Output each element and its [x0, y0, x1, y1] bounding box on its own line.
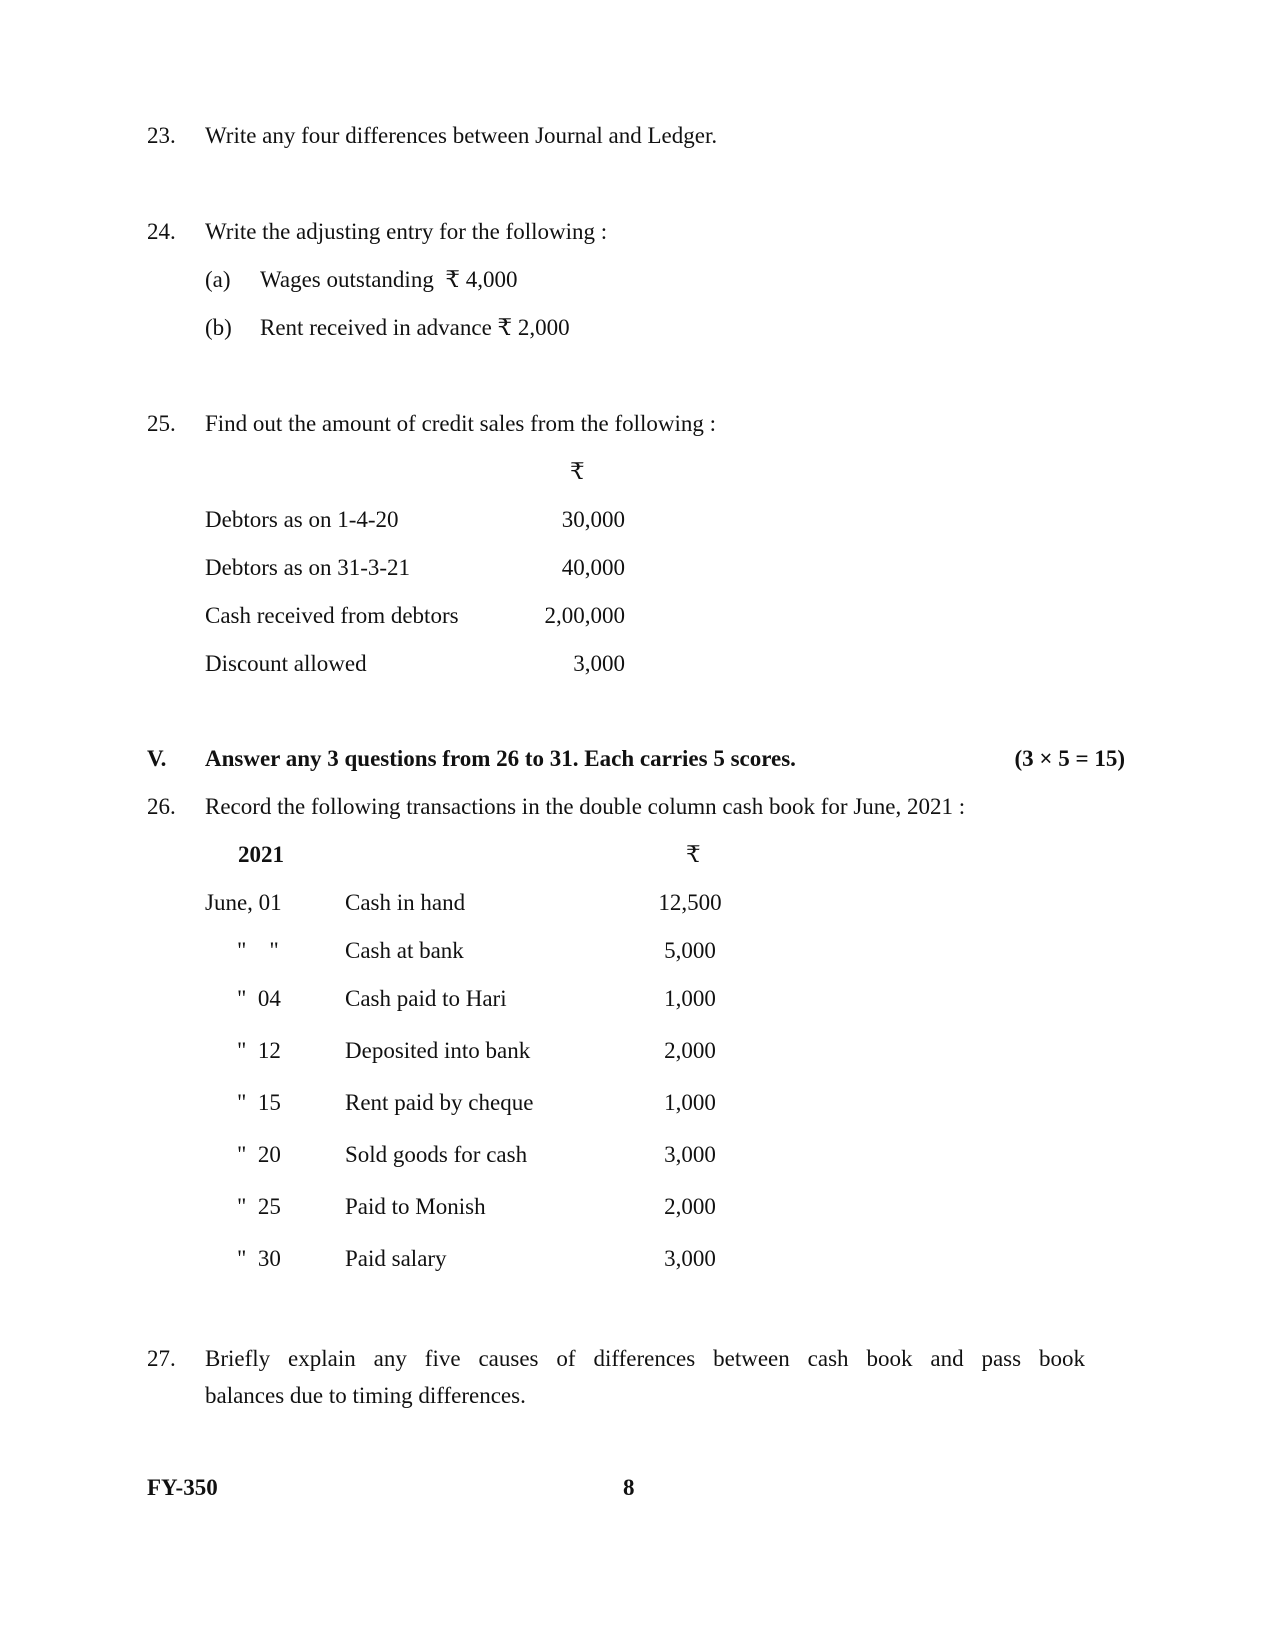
table-row-value: 3,000 — [573, 651, 625, 676]
question-number: 26. — [147, 794, 176, 819]
table-row-label: Discount allowed — [205, 651, 367, 676]
question-text: Record the following transactions in the double column cash book for June, 2021 : — [205, 794, 966, 819]
transaction-desc: Paid to Monish — [345, 1194, 486, 1219]
sub-item-label: (a) — [205, 267, 231, 292]
sub-item-text: Wages outstanding ₹ 4,000 — [260, 267, 518, 292]
transaction-date: " " — [237, 938, 279, 963]
transaction-date: " 30 — [237, 1246, 281, 1271]
transaction-desc: Deposited into bank — [345, 1038, 531, 1063]
currency-header: ₹ — [686, 842, 701, 867]
transaction-amount: 3,000 — [664, 1246, 716, 1271]
transaction-amount: 5,000 — [664, 938, 716, 963]
transaction-date: June, 01 — [205, 890, 282, 915]
table-row-value: 30,000 — [561, 507, 625, 532]
transaction-desc: Rent paid by cheque — [345, 1090, 534, 1115]
question-text-continued: balances due to timing differences. — [205, 1383, 526, 1408]
transaction-amount: 1,000 — [664, 1090, 716, 1115]
transaction-amount: 2,000 — [664, 1194, 716, 1219]
transaction-desc: Paid salary — [345, 1246, 447, 1271]
question-number: 24. — [147, 219, 176, 244]
transaction-amount: 1,000 — [664, 986, 716, 1011]
question-text: Find out the amount of credit sales from the following : — [205, 411, 717, 436]
transaction-amount: 12,500 — [658, 890, 722, 915]
sub-item-label: (b) — [205, 315, 232, 340]
question-text: Briefly explain any five causes of differences between cash book and pass book — [205, 1346, 1085, 1371]
sub-item-text: Rent received in advance ₹ 2,000 — [260, 315, 570, 340]
transaction-amount: 3,000 — [664, 1142, 716, 1167]
transaction-date: " 04 — [237, 986, 281, 1011]
question-text: Write any four differences between Journal and Ledger. — [205, 123, 718, 148]
paper-code: FY-350 — [147, 1475, 218, 1500]
transaction-desc: Cash at bank — [345, 938, 464, 963]
table-row-value: 2,00,000 — [544, 603, 625, 628]
section-heading: Answer any 3 questions from 26 to 31. Each carries 5 scores. — [205, 746, 796, 771]
table-row-label: Debtors as on 1-4-20 — [205, 507, 399, 532]
transaction-amount: 2,000 — [664, 1038, 716, 1063]
transaction-desc: Sold goods for cash — [345, 1142, 528, 1167]
year-header: 2021 — [238, 842, 284, 867]
table-row-label: Cash received from debtors — [205, 603, 459, 628]
transaction-date: " 20 — [237, 1142, 281, 1167]
question-number: 23. — [147, 123, 176, 148]
question-number: 27. — [147, 1346, 176, 1371]
transaction-date: " 12 — [237, 1038, 281, 1063]
page-number: 8 — [623, 1475, 635, 1500]
question-number: 25. — [147, 411, 176, 436]
table-row-value: 40,000 — [561, 555, 625, 580]
transaction-date: " 25 — [237, 1194, 281, 1219]
currency-header: ₹ — [570, 459, 585, 484]
section-number: V. — [147, 746, 167, 771]
question-text: Write the adjusting entry for the following : — [205, 219, 608, 244]
section-marks: (3 × 5 = 15) — [1014, 746, 1125, 771]
table-row-label: Debtors as on 31-3-21 — [205, 555, 411, 580]
transaction-desc: Cash in hand — [345, 890, 466, 915]
transaction-desc: Cash paid to Hari — [345, 986, 507, 1011]
transaction-date: " 15 — [237, 1090, 281, 1115]
